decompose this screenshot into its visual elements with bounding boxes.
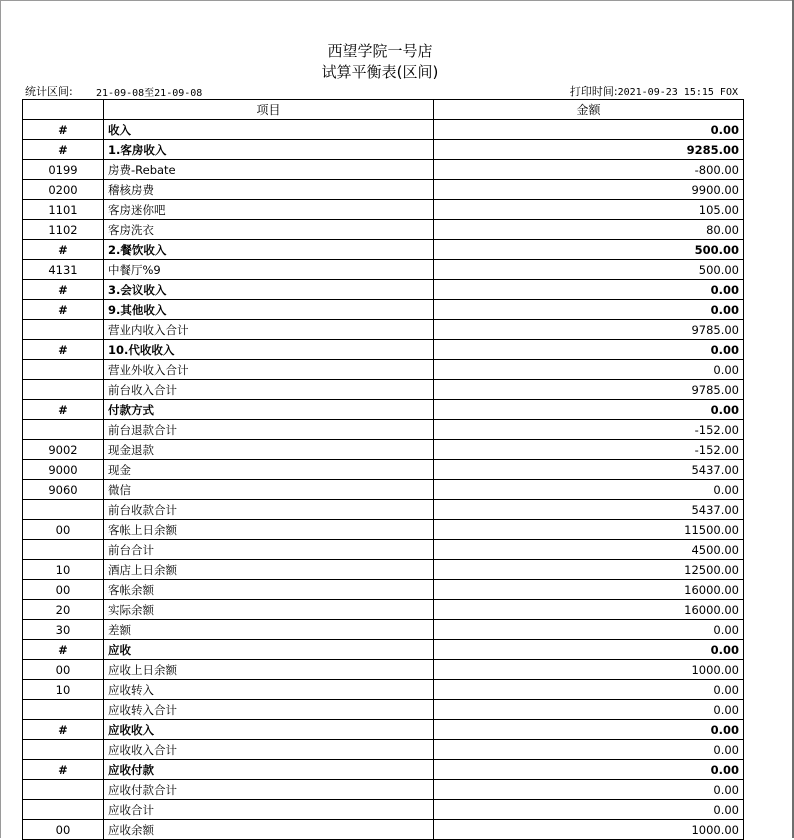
table-row <box>23 180 744 200</box>
row-amount: 0.00 <box>434 800 744 820</box>
header-amount: 金额 <box>434 100 744 120</box>
row-item: 应收余额 <box>104 820 434 840</box>
row-item: 现金 <box>104 460 434 480</box>
row-amount: -152.00 <box>434 440 744 460</box>
row-code: 20 <box>23 600 104 620</box>
row-item: 应收付款 <box>104 760 434 780</box>
row-item: 2.餐饮收入 <box>104 240 434 260</box>
row-code: 0200 <box>23 180 104 200</box>
table-row <box>23 600 744 620</box>
row-amount: 11500.00 <box>434 520 744 540</box>
row-item: 客帐上日余额 <box>104 520 434 540</box>
print-time-value: 2021-09-23 15:15 FOX <box>617 87 738 98</box>
table-row <box>23 260 744 280</box>
row-item: 应收 <box>104 640 434 660</box>
table-row <box>23 220 744 240</box>
row-item: 客房迷你吧 <box>104 200 434 220</box>
table-row <box>23 720 744 740</box>
row-amount: 0.00 <box>434 340 744 360</box>
row-item: 微信 <box>104 480 434 500</box>
print-time <box>570 83 738 99</box>
row-code: # <box>23 280 104 300</box>
row-item: 应收付款合计 <box>104 780 434 800</box>
row-amount: 0.00 <box>434 400 744 420</box>
row-code <box>23 380 104 400</box>
row-item: 营业外收入合计 <box>104 360 434 380</box>
table-row <box>23 500 744 520</box>
row-item: 前台收款合计 <box>104 500 434 520</box>
row-item: 付款方式 <box>104 400 434 420</box>
row-amount: 1000.00 <box>434 820 744 840</box>
row-amount: 0.00 <box>434 680 744 700</box>
row-code: # <box>23 400 104 420</box>
row-amount: 0.00 <box>434 760 744 780</box>
row-amount: 0.00 <box>434 300 744 320</box>
table-body <box>23 120 744 840</box>
row-amount: 9785.00 <box>434 380 744 400</box>
table-row <box>23 140 744 160</box>
row-item: 差额 <box>104 620 434 640</box>
table-row <box>23 560 744 580</box>
row-amount: 0.00 <box>434 720 744 740</box>
row-code <box>23 740 104 760</box>
row-item: 应收收入合计 <box>104 740 434 760</box>
table-row <box>23 400 744 420</box>
row-code <box>23 780 104 800</box>
row-amount: 80.00 <box>434 220 744 240</box>
row-item: 中餐厅%9 <box>104 260 434 280</box>
page-border-left <box>0 0 1 838</box>
row-amount: 0.00 <box>434 700 744 720</box>
table-row <box>23 460 744 480</box>
row-amount: 9285.00 <box>434 140 744 160</box>
table-row <box>23 820 744 840</box>
row-amount: 0.00 <box>434 620 744 640</box>
row-item: 酒店上日余额 <box>104 560 434 580</box>
row-amount: -152.00 <box>434 420 744 440</box>
row-code <box>23 500 104 520</box>
row-amount: 0.00 <box>434 480 744 500</box>
row-item: 3.会议收入 <box>104 280 434 300</box>
row-code: 00 <box>23 660 104 680</box>
row-code: 0199 <box>23 160 104 180</box>
print-time-label: 打印时间: <box>569 85 618 98</box>
report-subtitle: 试算平衡表(区间) <box>321 63 439 81</box>
row-amount: 9900.00 <box>434 180 744 200</box>
row-code: 30 <box>23 620 104 640</box>
header-code <box>23 100 104 120</box>
row-item: 应收合计 <box>104 800 434 820</box>
row-item: 前台合计 <box>104 540 434 560</box>
row-item: 应收转入合计 <box>104 700 434 720</box>
row-item: 1.客房收入 <box>104 140 434 160</box>
row-amount: -800.00 <box>434 160 744 180</box>
table-row <box>23 800 744 820</box>
row-amount: 16000.00 <box>434 580 744 600</box>
period-value: 21-09-08至21-09-08 <box>96 88 203 99</box>
row-item: 10.代收收入 <box>104 340 434 360</box>
row-item: 客房洗衣 <box>104 220 434 240</box>
row-code: 1101 <box>23 200 104 220</box>
report-title: 西望学院一号店 <box>327 42 433 60</box>
row-amount: 16000.00 <box>434 600 744 620</box>
row-item: 前台收入合计 <box>104 380 434 400</box>
table-row <box>23 200 744 220</box>
table-row <box>23 660 744 680</box>
row-code: 1102 <box>23 220 104 240</box>
table-row <box>23 680 744 700</box>
table-row <box>23 380 744 400</box>
row-amount: 500.00 <box>434 260 744 280</box>
row-item: 前台退款合计 <box>104 420 434 440</box>
row-amount: 12500.00 <box>434 560 744 580</box>
table-row <box>23 240 744 260</box>
row-code: # <box>23 300 104 320</box>
row-code: 10 <box>23 680 104 700</box>
row-code: # <box>23 640 104 660</box>
table-row <box>23 420 744 440</box>
row-code: # <box>23 760 104 780</box>
row-item: 房费-Rebate <box>104 160 434 180</box>
row-code: 00 <box>23 820 104 840</box>
table-row <box>23 520 744 540</box>
row-amount: 0.00 <box>434 120 744 140</box>
row-amount: 0.00 <box>434 640 744 660</box>
row-code: 00 <box>23 580 104 600</box>
row-code <box>23 540 104 560</box>
row-item: 现金退款 <box>104 440 434 460</box>
header-item: 项目 <box>104 100 434 120</box>
table-row <box>23 300 744 320</box>
row-amount: 0.00 <box>434 740 744 760</box>
row-item: 应收上日余额 <box>104 660 434 680</box>
row-amount: 9785.00 <box>434 320 744 340</box>
row-amount: 0.00 <box>434 780 744 800</box>
row-code: 9002 <box>23 440 104 460</box>
row-amount: 0.00 <box>434 360 744 380</box>
row-code: # <box>23 340 104 360</box>
row-amount: 105.00 <box>434 200 744 220</box>
row-amount: 0.00 <box>434 280 744 300</box>
row-amount: 5437.00 <box>434 500 744 520</box>
row-code: 9000 <box>23 460 104 480</box>
table-row <box>23 160 744 180</box>
row-code: # <box>23 120 104 140</box>
row-item: 客帐余额 <box>104 580 434 600</box>
table-row <box>23 780 744 800</box>
row-code: 00 <box>23 520 104 540</box>
row-item: 稽核房费 <box>104 180 434 200</box>
row-code <box>23 360 104 380</box>
table-row <box>23 700 744 720</box>
table-row <box>23 540 744 560</box>
row-code: # <box>23 240 104 260</box>
row-code: 9060 <box>23 480 104 500</box>
table-header-row <box>23 100 744 120</box>
table-row <box>23 740 744 760</box>
table-row <box>23 580 744 600</box>
row-code <box>23 800 104 820</box>
table-row <box>23 360 744 380</box>
row-code: 10 <box>23 560 104 580</box>
row-item: 9.其他收入 <box>104 300 434 320</box>
table-row <box>23 280 744 300</box>
table-row <box>23 480 744 500</box>
row-item: 实际余额 <box>104 600 434 620</box>
row-item: 收入 <box>104 120 434 140</box>
row-amount: 1000.00 <box>434 660 744 680</box>
row-code <box>23 700 104 720</box>
row-code <box>23 320 104 340</box>
row-item: 应收收入 <box>104 720 434 740</box>
period-label: 统计区间: <box>25 85 73 98</box>
table-row <box>23 440 744 460</box>
row-code: # <box>23 720 104 740</box>
page-border-top <box>0 0 794 1</box>
table-row <box>23 320 744 340</box>
row-item: 营业内收入合计 <box>104 320 434 340</box>
table-row <box>23 620 744 640</box>
trial-balance-table <box>22 99 744 840</box>
row-amount: 500.00 <box>434 240 744 260</box>
table-row <box>23 640 744 660</box>
row-code <box>23 420 104 440</box>
row-amount: 4500.00 <box>434 540 744 560</box>
row-code: 4131 <box>23 260 104 280</box>
row-item: 应收转入 <box>104 680 434 700</box>
table-row <box>23 340 744 360</box>
table-row <box>23 760 744 780</box>
table-row <box>23 120 744 140</box>
row-amount: 5437.00 <box>434 460 744 480</box>
row-code: # <box>23 140 104 160</box>
